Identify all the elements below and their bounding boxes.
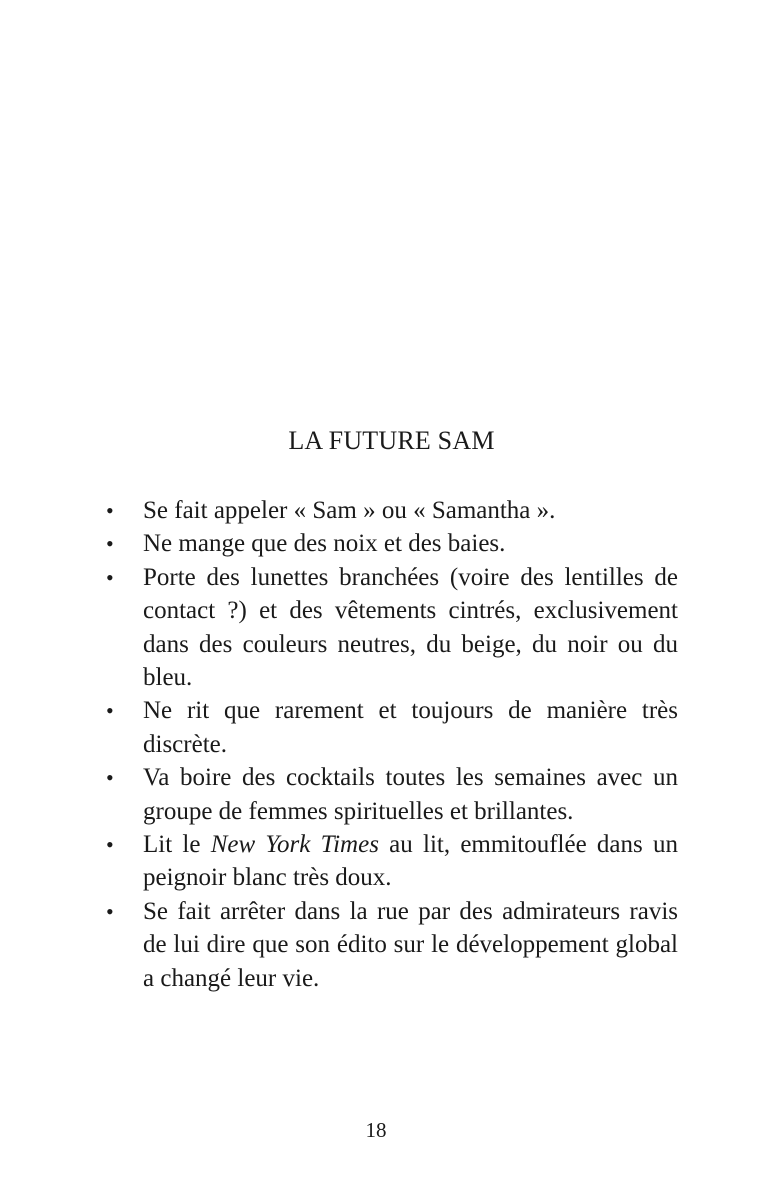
newspaper-title: New York Times (210, 831, 379, 859)
list-item-text: Va boire des cocktails toutes les semaines avec un groupe de femmes spirituelles et brillantes. (143, 764, 678, 825)
list-item (0, 694, 678, 761)
list-item-text: Porte des lunettes branchées (voire des lentilles de contact ?) et des vêtements cintrés, exclusivement dans des couleurs neutres, du beige, du noir ou du bleu. (143, 563, 678, 692)
bullet-icon: • (106, 531, 114, 557)
bullet-list (0, 494, 767, 995)
list-item (0, 895, 678, 995)
page-number: 18 (365, 1118, 387, 1142)
list-item (0, 527, 678, 560)
list-item (0, 494, 678, 527)
bullet-icon: • (106, 898, 114, 924)
bullet-icon: • (106, 564, 114, 590)
bullet-icon: • (106, 832, 114, 858)
list-item-text-before: Lit le (143, 831, 211, 859)
bullet-icon: • (106, 765, 114, 791)
bullet-icon: • (106, 698, 114, 724)
list-item (0, 561, 678, 695)
list-item-text: Se fait appeler « Sam » ou « Samantha ». (143, 497, 556, 524)
list-item-text-after: au lit, emmitouflée dans un peignoir blanc très doux. (143, 831, 678, 892)
list-item (0, 828, 678, 895)
list-item (0, 761, 678, 828)
chapter-title: LA FUTURE SAM (288, 426, 495, 455)
list-item-text: Ne rit que rarement et toujours de manière très discrète. (143, 697, 678, 758)
list-item-text: Se fait arrêter dans la rue par des admirateurs ravis de lui dire que son édito sur le développement global a changé leur vie. (143, 897, 678, 992)
bullet-icon: • (106, 498, 114, 523)
list-item-text: Ne mange que des noix et des baies. (143, 530, 506, 558)
